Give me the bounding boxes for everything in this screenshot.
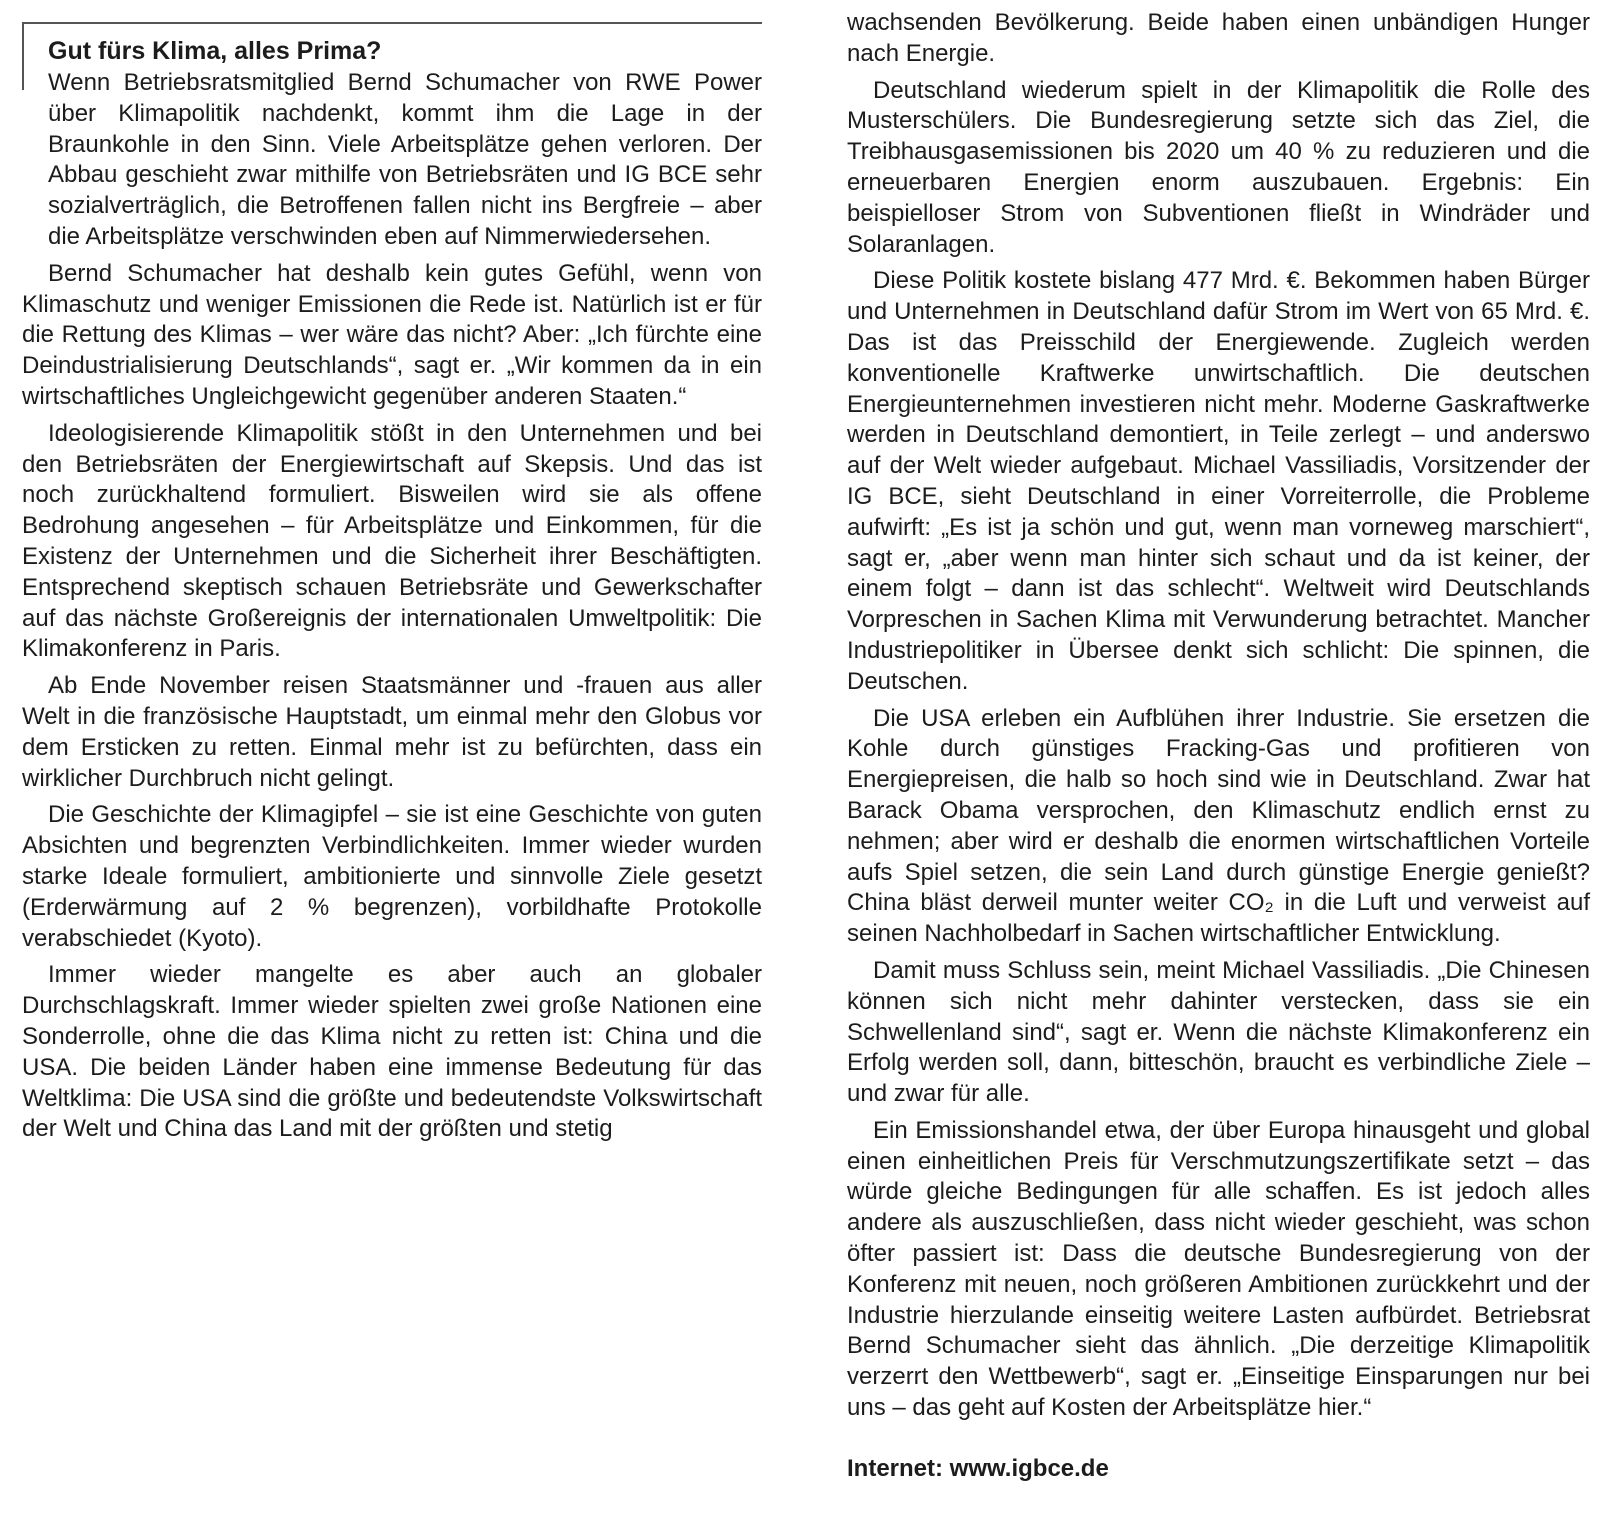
paragraph-left-3: Ideologisierende Klimapolitik stößt in den Unternehmen und bei den Betriebsräten der Energiewirtschaft auf Skepsis. Und das ist noch zurückhaltend formuliert. Bisweilen wird sie als offene Bedrohung angesehen – für Arbeitsplätze und Einkommen, für die Existenz der Unternehmen und die Sicherheit ihrer Beschäftigten. Entsprechend skeptisch schauen Betriebsräte und Gewerkschafter auf das nächste Großereignis der internationalen Umweltpolitik: Die Klimakonferenz in Paris. <box>22 419 762 663</box>
paragraph-left-5: Die Geschichte der Klimagipfel – sie ist eine Geschichte von guten Absichten und begrenzten Verbindlichkeiten. Immer wieder wurden starke Ideale formuliert, ambitionierte und sinnvolle Ziele gesetzt (Erderwärmung auf 2 % begrenzen), vorbildhafte Protokolle verabschiedet (Kyoto). <box>22 801 762 952</box>
paragraph-right-5: Damit muss Schluss sein, meint Michael Vassiliadis. „Die Chinesen können sich nicht mehr dahinter verstecken, dass sie ein Schwellenland sind“, sagt er. Wenn die nächste Klimakonferenz ein Erfolg werden soll, dann, bitteschön, braucht es verbindliche Ziele – und zwar für alle. <box>847 956 1590 1108</box>
footer-internet <box>847 1454 1590 1484</box>
right-column <box>847 8 1590 1484</box>
footer-url: www.igbce.de <box>949 1454 1109 1482</box>
paragraph-left-6: Immer wieder mangelte es aber auch an globaler Durchschlagskraft. Immer wieder spielten zwei große Nationen eine Sonderrolle, ohne die das Klima nicht zu retten ist: China und die USA. Die beiden Länder haben eine immense Bedeutung für das Weltklima: Die USA sind die größte und bedeutendste Volkswirtschaft der Welt und China das Land mit der größten und stetig <box>22 961 762 1143</box>
footer-label: Internet: <box>847 1454 943 1482</box>
paragraph-right-3: Diese Politik kostete bislang 477 Mrd. €. Bekommen haben Bürger und Unternehmen in Deutschland dafür Strom im Wert von 65 Mrd. €. Das ist das Preisschild der Energiewende. Zugleich werden konventionelle Kraftwerke unwirtschaftlich. Die deutschen Energieunternehmen investieren nicht mehr. Moderne Gaskraftwerke werden in Deutschland demontiert, in Teile zerlegt – und anderswo auf der Welt wieder aufgebaut. Michael Vassiliadis, Vorsitzender der IG BCE, sieht Deutschland in einer Vorreiterrolle, die Probleme aufwirft: „Es ist ja schön und gut, wenn man vorneweg marschiert“, sagt er, „aber wenn man hinter sich schaut und da ist keiner, der einem folgt – dann ist das schlecht“. Weltweit wird Deutschlands Vorpreschen in Sachen Klima mit Verwunderung betrachtet. Mancher Industriepolitiker in Übersee denkt sich schlicht: Die spinnen, die Deutschen. <box>847 267 1590 695</box>
article-title: Gut fürs Klima, alles Prima? <box>48 37 382 65</box>
paragraph-left-4: Ab Ende November reisen Staatsmänner und -frauen aus aller Welt in die französische Hauptstadt, um einmal mehr den Globus vor dem Ersticken zu retten. Einmal mehr ist zu befürchten, dass ein wirklicher Durchbruch nicht gelingt. <box>22 672 762 792</box>
paragraph-right-1: wachsenden Bevölkerung. Beide haben einen unbändigen Hunger nach Energie. <box>847 9 1590 67</box>
left-column <box>22 36 762 1145</box>
paragraph-right-4: Die USA erleben ein Aufblühen ihrer Industrie. Sie ersetzen die Kohle durch günstiges Fracking-Gas und profitieren von Energiepreisen, die halb so hoch sind wie in Deutschland. Zwar hat Barack Obama versprochen, den Klimaschutz endlich ernst zu nehmen; aber wird er deshalb die enormen wirtschaftlichen Vorteile aufs Spiel setzen, die sein Land durch günstige Energie genießt? China bläst derweil munter weiter CO₂ in die Luft und verweist auf seinen Nachholbedarf in Sachen wirtschaftlicher Entwicklung. <box>847 704 1590 948</box>
title-frame-top-rule <box>22 22 762 24</box>
paragraph-left-1: Wenn Betriebsratsmitglied Bernd Schumacher von RWE Power über Klimapolitik nachdenkt, kommt ihm die Lage in der Braunkohle in den Sinn. Viele Arbeitsplätze gehen verloren. Der Abbau geschieht zwar mithilfe von Betriebsräten und IG BCE sehr sozialverträglich, die Betroffenen fallen nicht ins Bergfreie – aber die Arbeitsplätze verschwinden eben auf Nimmerwiedersehen. <box>48 69 762 250</box>
paragraph-left-2: Bernd Schumacher hat deshalb kein gutes Gefühl, wenn von Klimaschutz und weniger Emissionen die Rede ist. Natürlich ist er für die Rettung des Klimas – wer wäre das nicht? Aber: „Ich fürchte eine Deindustrialisierung Deutschlands“, sagt er. „Wir kommen da in ein wirtschaftliches Ungleichgewicht gegenüber anderen Staaten.“ <box>22 259 762 410</box>
paragraph-right-2: Deutschland wiederum spielt in der Klimapolitik die Rolle des Musterschülers. Die Bundesregierung setzte sich das Ziel, die Treibhausgasemissionen bis 2020 um 40 % zu reduzieren und die erneuerbaren Energien enorm auszubauen. Ergebnis: Ein beispielloser Strom von Subventionen fließt in Windräder und Solaranlagen. <box>847 76 1590 258</box>
paragraph-right-6: Ein Emissionshandel etwa, der über Europa hinausgeht und global einen einheitlichen Preis für Verschmutzungszertifikate setzt – das würde gleiche Bedingungen für alle schaffen. Es ist jedoch alles andere als auszuschließen, dass nicht wieder geschieht, was schon öfter passiert ist: Dass die deutsche Bundesregierung von der Konferenz mit neuen, noch größeren Ambitionen zurückkehrt und der Industrie hierzulande einseitig weitere Lasten aufbürdet. Betriebsrat Bernd Schumacher sieht das ähnlich. „Die derzeitige Klimapolitik verzerrt den Wettbewerb“, sagt er. „Einseitige Einsparungen nur bei uns – das geht auf Kosten der Arbeitsplätze hier.“ <box>847 1116 1590 1422</box>
